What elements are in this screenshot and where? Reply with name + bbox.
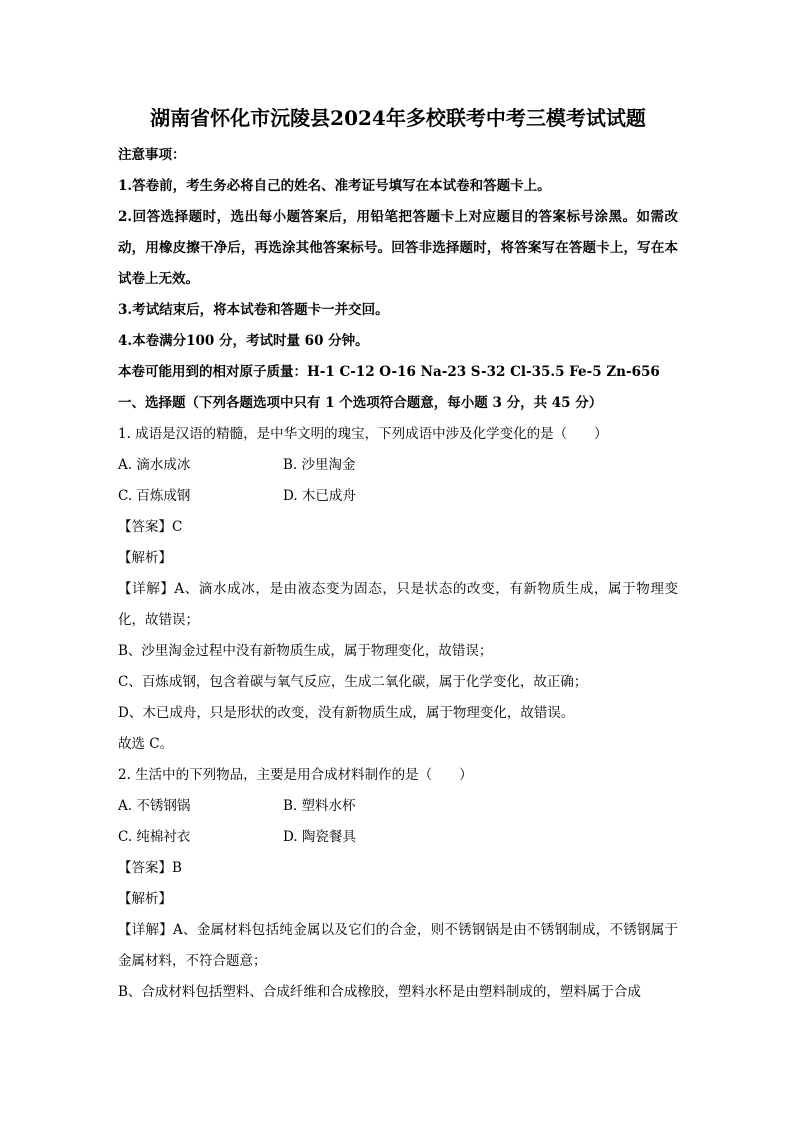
notice-item-3: 3.考试结束后，将本试卷和答题卡一并交回。	[118, 302, 389, 318]
notice-item-1: 1.答卷前，考生务必将自己的姓名、准考证号填写在本试卷和答题卡上。	[118, 178, 551, 194]
question-1-answer: 【答案】C	[118, 519, 183, 535]
question-2-detail-2: B、合成材料包括塑料、合成纤维和合成橡胶，塑料水杯是由塑料制成的，塑料属于合成	[118, 984, 641, 1000]
question-1-stem: 1. 成语是汉语的精髓，是中华文明的瑰宝，下列成语中涉及化学变化的是（ ）	[118, 426, 608, 442]
question-2-option-d: D. 陶瓷餐具	[283, 829, 356, 845]
question-2-option-a: A. 不锈钢锅	[118, 798, 191, 814]
question-2-analysis-label: 【解析】	[118, 891, 172, 907]
page-title: 湖南省怀化市沅陵县2024年多校联考中考三模考试试题	[150, 106, 646, 130]
question-1-option-c: C. 百炼成钢	[118, 488, 191, 504]
question-1-option-b: B. 沙里淘金	[283, 457, 356, 473]
question-1-detail-1: 【详解】A、滴水成冰，是由液态变为固态，只是状态的改变，有新物质生成，属于物理变化，故错误；	[118, 581, 678, 628]
question-1-detail-3: C、百炼成钢，包含着碳与氧气反应，生成二氧化碳，属于化学变化，故正确；	[118, 674, 588, 690]
question-1-options-row-1	[118, 450, 678, 481]
question-2-answer: 【答案】B	[118, 860, 182, 876]
notice-item-2: 2.回答选择题时，选出每小题答案后，用铅笔把答题卡上对应题目的答案标号涂黑。如需改动，用橡皮擦干净后，再选涂其他答案标号。回答非选择题时，将答案写在答题卡上，写在本试卷上无效。	[118, 209, 678, 287]
section-heading: 一、选择题（下列各题选项中只有 1 个选项符合题意，每小题 3 分，共 45 分）	[118, 395, 603, 411]
notice-heading: 注意事项：	[118, 147, 186, 163]
question-1-analysis-label: 【解析】	[118, 550, 172, 566]
question-2-option-b: B. 塑料水杯	[283, 798, 356, 814]
question-1-detail-2: B、沙里淘金过程中没有新物质生成，属于物理变化，故错误；	[118, 643, 493, 659]
question-1-conclusion: 故选 C。	[118, 736, 174, 752]
question-1-options-row-2	[118, 481, 678, 512]
atomic-masses: 本卷可能用到的相对原子质量：H-1 C-12 O-16 Na-23 S-32 Cl-35.5 Fe-5 Zn-656	[118, 364, 660, 380]
question-1-option-d: D. 木已成舟	[283, 488, 356, 504]
question-2-options-row-1	[118, 791, 678, 822]
question-2-detail-1: 【详解】A、金属材料包括纯金属以及它们的合金，则不锈钢锅是由不锈钢制成，不锈钢属于金属材料，不符合题意；	[118, 922, 678, 969]
exam-page	[118, 98, 678, 1008]
question-2-stem: 2. 生活中的下列物品，主要是用合成材料制作的是（ ）	[118, 767, 473, 783]
question-1-option-a: A. 滴水成冰	[118, 457, 191, 473]
notice-item-4: 4.本卷满分100 分，考试时量 60 分钟。	[118, 333, 369, 349]
question-2-option-c: C. 纯棉衬衣	[118, 829, 191, 845]
question-2-options-row-2	[118, 822, 678, 853]
question-1-detail-4: D、木已成舟，只是形状的改变，没有新物质生成，属于物理变化，故错误。	[118, 705, 575, 721]
